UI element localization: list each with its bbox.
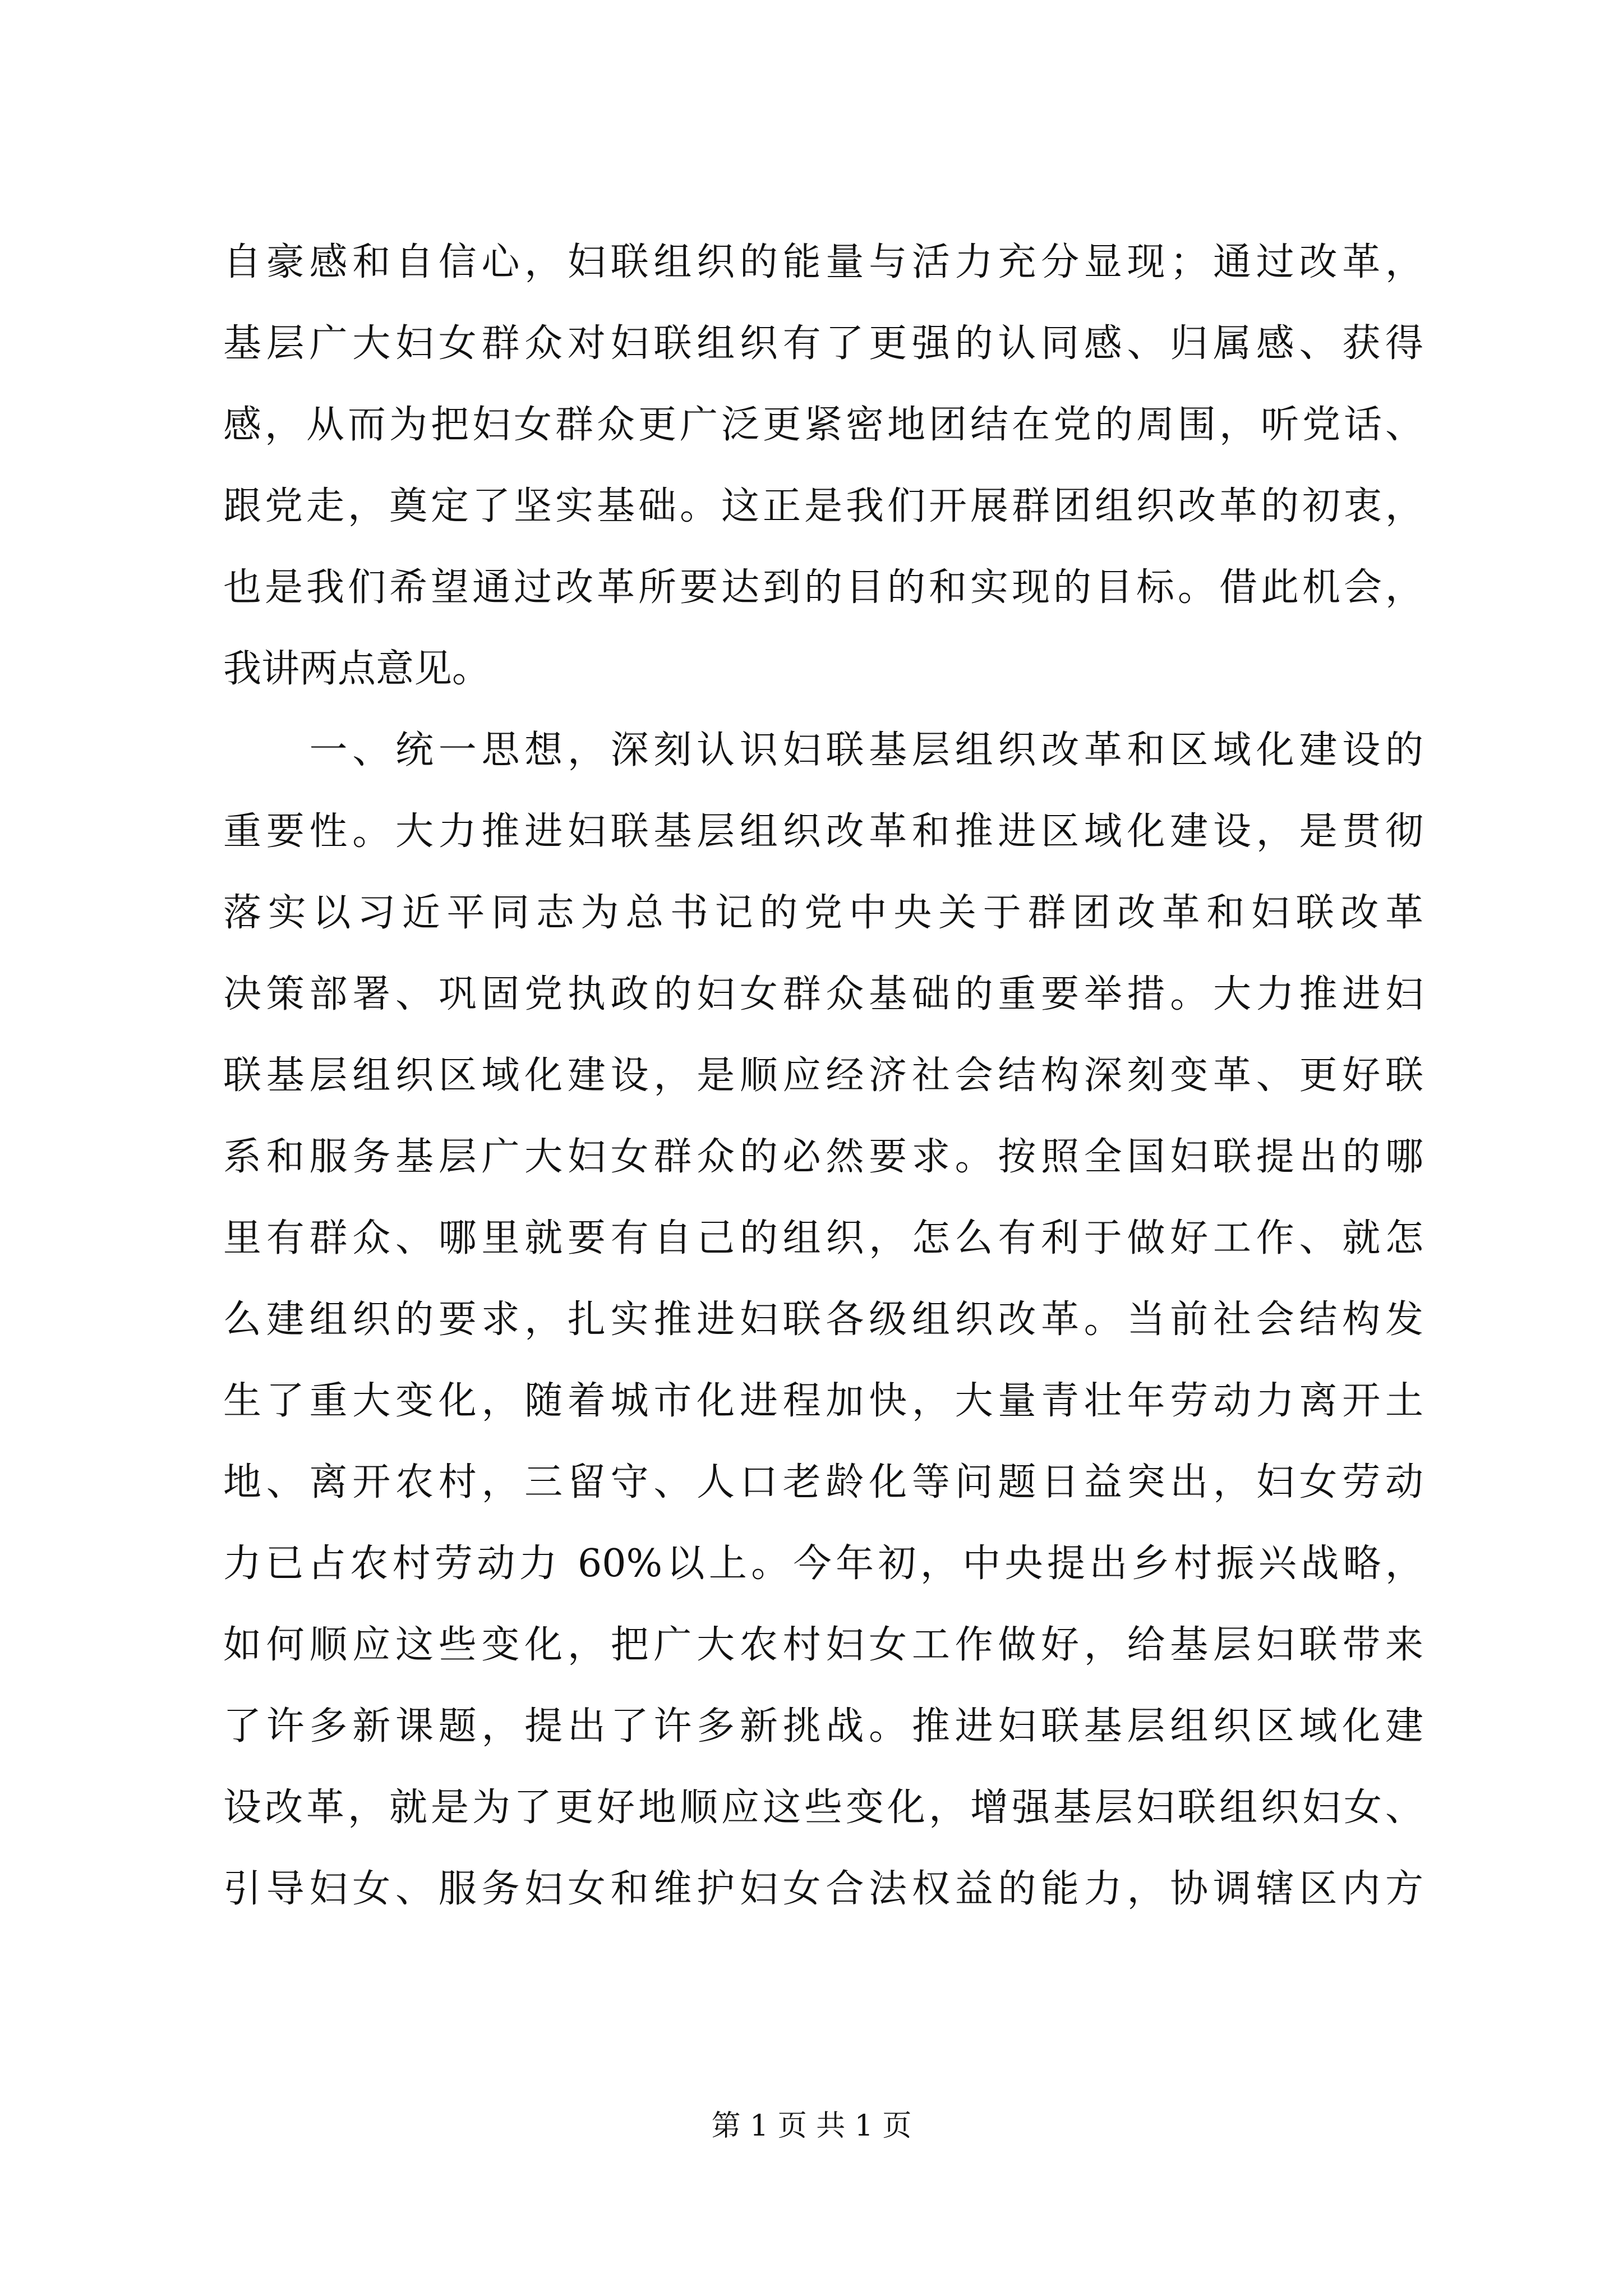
page-footer: 第 1 页 共 1 页 (711, 2109, 912, 2143)
text-line: 地、离开农村，三留守、人口老龄化等问题日益突出，妇女劳动 (223, 1460, 1423, 1504)
text-line: 我讲两点意见。 (223, 647, 491, 691)
text-line: 么建组织的要求，扎实推进妇联各级组织改革。当前社会结构发 (223, 1297, 1423, 1342)
text-line: 设改革，就是为了更好地顺应这些变化，增强基层妇联组织妇女、 (223, 1786, 1423, 1830)
text-line: 感，从而为把妇女群众更广泛更紧密地团结在党的周围，听党话、 (223, 403, 1423, 447)
text-line: 落实以习近平同志为总书记的党中央关于群团改革和妇联改革 (223, 891, 1423, 935)
section-heading-line: 一、统一思想，深刻认识妇联基层组织改革和区域化建设的 (223, 728, 1423, 772)
text-line: 如何顺应这些变化，把广大农村妇女工作做好，给基层妇联带来 (223, 1623, 1423, 1667)
body-text (223, 222, 1423, 1930)
text-line: 跟党走，奠定了坚实基础。这正是我们开展群团组织改革的初衷， (223, 484, 1423, 528)
text-line: 生了重大变化，随着城市化进程加快，大量青壮年劳动力离开土 (223, 1379, 1423, 1423)
text-line: 力已占农村劳动力 60%以上。今年初，中央提出乡村振兴战略， (223, 1542, 1423, 1586)
text-line: 里有群众、哪里就要有自己的组织，怎么有利于做好工作、就怎 (223, 1216, 1423, 1260)
text-line: 了许多新课题，提出了许多新挑战。推进妇联基层组织区域化建 (223, 1704, 1423, 1749)
text-line: 系和服务基层广大妇女群众的必然要求。按照全国妇联提出的哪 (223, 1135, 1423, 1179)
text-line: 决策部署、巩固党执政的妇女群众基础的重要举措。大力推进妇 (223, 972, 1423, 1016)
text-line: 基层广大妇女群众对妇联组织有了更强的认同感、归属感、获得 (223, 321, 1423, 366)
text-line: 联基层组织区域化建设，是顺应经济社会结构深刻变革、更好联 (223, 1053, 1423, 1098)
text-line: 引导妇女、服务妇女和维护妇女合法权益的能力，协调辖区内方 (223, 1867, 1423, 1911)
text-line: 也是我们希望通过改革所要达到的目的和实现的目标。借此机会， (223, 565, 1423, 610)
text-line: 重要性。大力推进妇联基层组织改革和推进区域化建设，是贯彻 (223, 809, 1423, 854)
text-line: 自豪感和自信心，妇联组织的能量与活力充分显现；通过改革， (223, 240, 1423, 284)
